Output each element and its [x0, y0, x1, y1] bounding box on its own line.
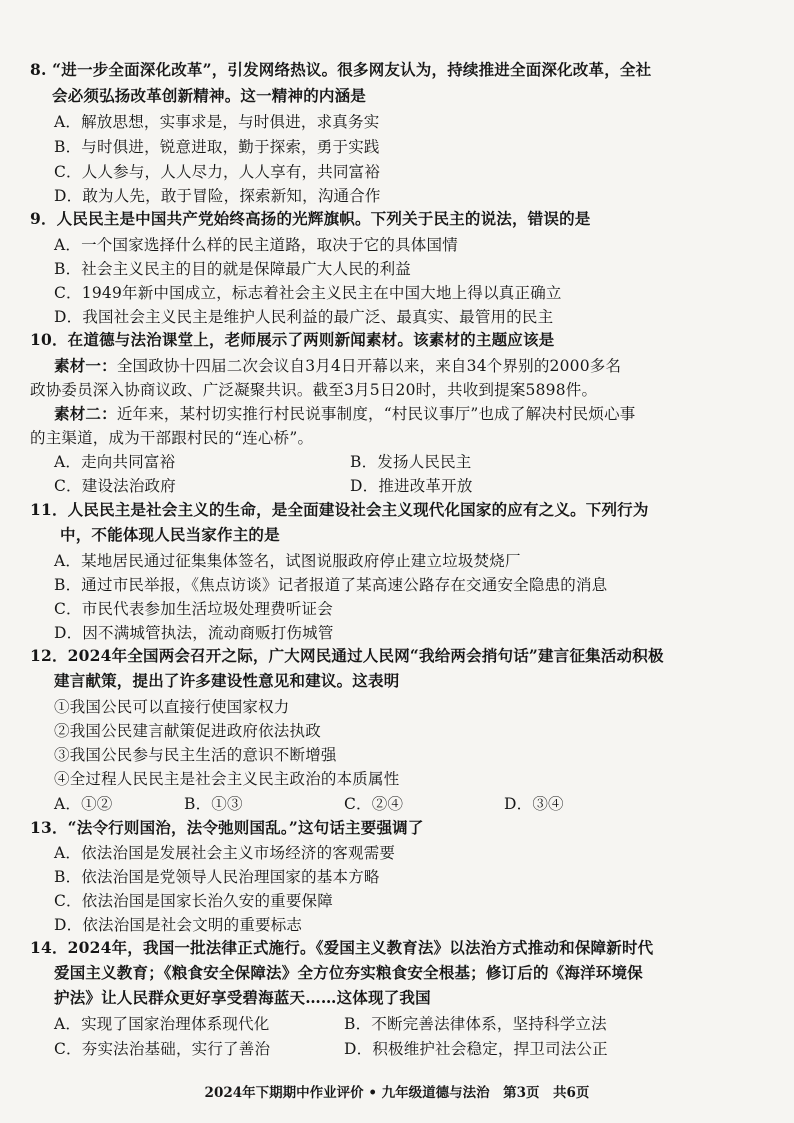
material-label: 素材一：: [54, 356, 117, 375]
option-d: D．依法治国是社会文明的重要标志: [54, 916, 303, 934]
question-stem-line: 11．人民民主是社会主义的生命，是全面建设社会主义现代化国家的应有之义。下列行为: [30, 500, 649, 519]
option-d: D．因不满城管执法，流动商贩打伤城管: [54, 624, 334, 642]
question-stem-line: 12．2024年全国两会召开之际，广大网民通过人民网“我给两会捎句话”建言征集活动积极: [30, 646, 664, 665]
statement-2: ②我国公民建言献策促进政府依法执政: [54, 722, 321, 740]
option-c: C．建设法治政府: [54, 477, 176, 495]
option-a: A．一个国家选择什么样的民主道路，取决于它的具体国情: [54, 236, 458, 254]
option-c: C．②④: [344, 795, 404, 813]
option-d: D．③④: [504, 795, 564, 813]
option-c: C．夯实法治基础，实行了善治: [54, 1040, 271, 1058]
statement-1: ①我国公民可以直接行使国家权力: [54, 698, 290, 716]
material-text: 近年来，某村切实推行村民说事制度，“村民议事厅”也成了解决村民烦心事: [116, 405, 636, 423]
option-a: A．依法治国是发展社会主义市场经济的客观需要: [54, 844, 396, 862]
option-b: B．①③: [184, 795, 243, 813]
option-a: A．实现了国家治理体系现代化: [54, 1015, 270, 1033]
option-c: C．依法治国是国家长治久安的重要保障: [54, 892, 333, 910]
question-stem-line: 8. “进一步全面深化改革”，引发网络热议。很多网友认为，持续推进全面深化改革，全社: [30, 60, 652, 79]
option-d: D．推进改革开放: [350, 477, 473, 495]
material-1: [54, 356, 621, 376]
option-b: B．依法治国是党领导人民治理国家的基本方略: [54, 868, 380, 886]
material-text: 全国政协十四届二次会议自3月4日开幕以来，来自34个界别的2000多名: [116, 357, 622, 375]
option-a: A．某地居民通过征集集体签名，试图说服政府停止建立垃圾焚烧厂: [54, 552, 521, 570]
option-b: B．与时俱进，锐意进取，勤于探索，勇于实践: [54, 138, 380, 156]
option-c: C．市民代表参加生活垃圾处理费听证会: [54, 600, 333, 618]
question-stem-line: 爱国主义教育；《粮食安全保障法》全方位夯实粮食安全根基；修订后的《海洋环境保: [54, 963, 643, 982]
option-b: B．不断完善法律体系，坚持科学立法: [344, 1015, 607, 1033]
option-d: D．敢为人先，敢于冒险，探索新知，沟通合作: [54, 187, 381, 205]
question-stem-line: 中，不能体现人民当家作主的是: [60, 525, 280, 544]
material-2: [54, 404, 635, 424]
option-d: D．积极维护社会稳定，捍卫司法公正: [344, 1040, 608, 1058]
statement-4: ④全过程人民民主是社会主义民主政治的本质属性: [54, 770, 400, 788]
material-text: 政协委员深入协商议政、广泛凝聚共识。截至3月5日20时，共收到提案5898件。: [30, 381, 598, 399]
option-b: B．社会主义民主的目的就是保障最广大人民的利益: [54, 260, 411, 278]
option-b: B．发扬人民民主: [350, 453, 472, 471]
option-d: D．我国社会主义民主是维护人民利益的最广泛、最真实、最管用的民主: [54, 308, 554, 326]
question-stem-line: 9．人民民主是中国共产党始终高扬的光辉旗帜。下列关于民主的说法，错误的是: [30, 209, 591, 228]
material-text: 的主渠道，成为干部跟村民的“连心桥”。: [30, 429, 314, 447]
option-c: C．1949年新中国成立，标志着社会主义民主在中国大地上得以真正确立: [54, 284, 562, 302]
statement-3: ③我国公民参与民主生活的意识不断增强: [54, 746, 337, 764]
question-stem-line: 建言献策，提出了许多建设性意见和建议。这表明: [54, 671, 400, 690]
question-stem-line: 14．2024年，我国一批法律正式施行。《爱国主义教育法》以法治方式推动和保障新时代: [30, 938, 654, 957]
question-stem-line: 13．“法令行则国治，法令弛则国乱。”这句话主要强调了: [30, 818, 424, 837]
question-stem-line: 护法》让人民群众更好享受碧海蓝天……这体现了我国: [54, 988, 431, 1007]
question-stem-line: 10．在道德与法治课堂上，老师展示了两则新闻素材。该素材的主题应该是: [30, 330, 555, 349]
option-a: A．①②: [54, 795, 113, 813]
material-label: 素材二：: [54, 404, 117, 423]
option-a: A．解放思想，实事求是，与时俱进，求真务实: [54, 113, 380, 131]
option-b: B．通过市民举报，《焦点访谈》记者报道了某高速公路存在交通安全隐患的消息: [54, 576, 608, 594]
page-footer: 2024年下期期中作业评价 • 九年级道德与法治 第3页 共6页: [204, 1085, 590, 1101]
question-stem-line: 会必须弘扬改革创新精神。这一精神的内涵是: [52, 86, 367, 105]
option-a: A．走向共同富裕: [54, 453, 176, 471]
option-c: C．人人参与，人人尽力，人人享有，共同富裕: [54, 163, 381, 181]
